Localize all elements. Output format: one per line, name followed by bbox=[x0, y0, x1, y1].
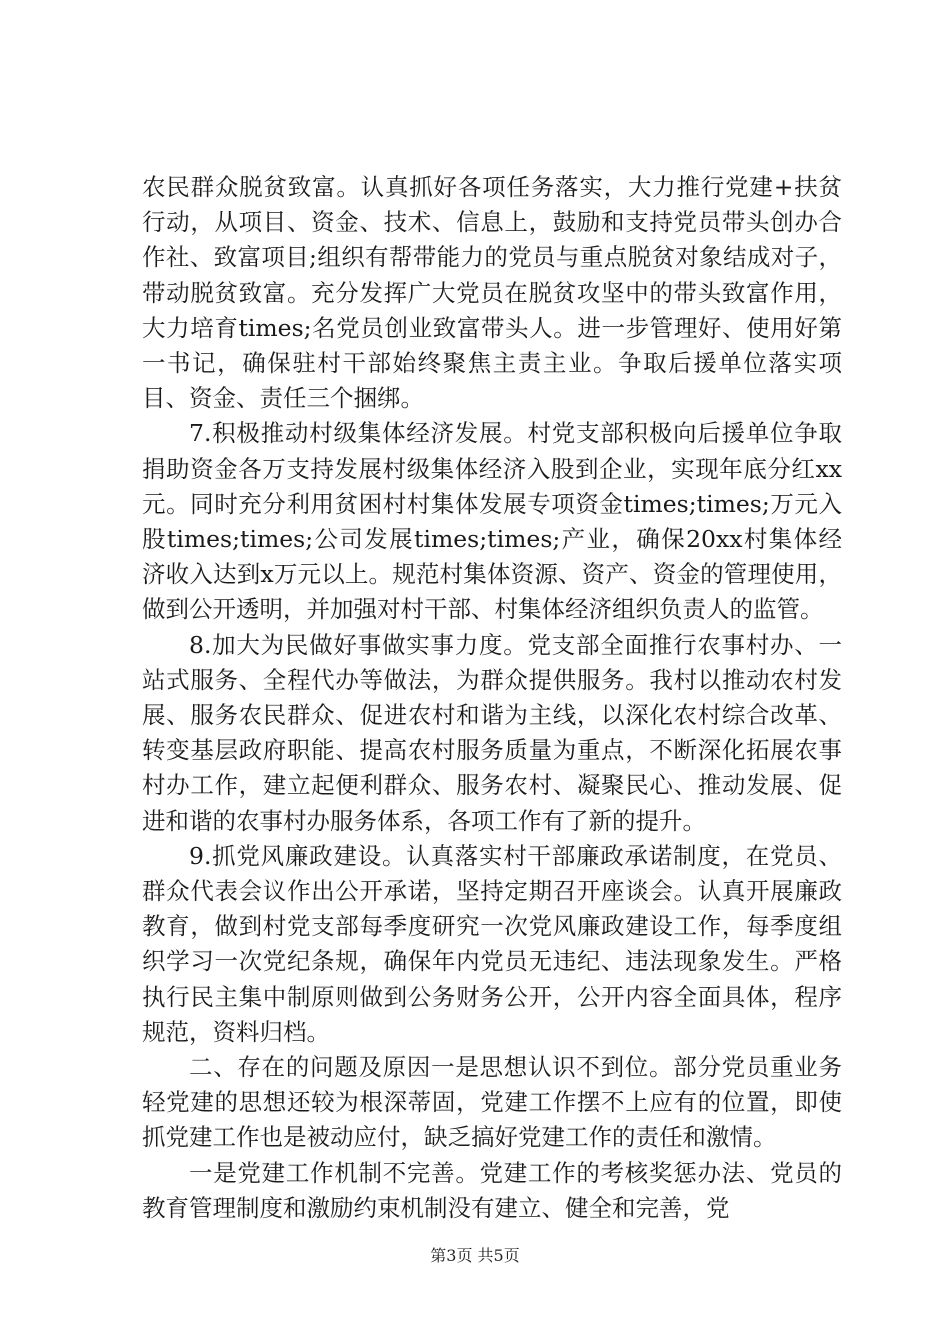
document-body bbox=[142, 170, 842, 1226]
paragraph-continuation: 农民群众脱贫致富。认真抓好各项任务落实，大力推行党建+扶贫行动，从项目、资金、技术、信息上，鼓励和支持党员带头创办合作社、致富项目;组织有帮带能力的党员与重点脱贫对象结成对子，带动脱贫致富。充分发挥广大党员在脱贫攻坚中的带头致富作用，大力培育times;名党员创业致富带头人。进一步管理好、使用好第一书记，确保驻村干部始终聚焦主责主业。争取后援单位落实项目、资金、责任三个捆绑。 bbox=[142, 173, 842, 413]
paragraph-section-two: 二、存在的问题及原因一是思想认识不到位。部分党员重业务轻党建的思想还较为根深蒂固，党建工作摆不上应有的位置，即使抓党建工作也是被动应付，缺乏搞好党建工作的责任和激情。 bbox=[142, 1053, 842, 1152]
paragraph-issue-one: 一是党建工作机制不完善。党建工作的考核奖惩办法、党员的教育管理制度和激励约束机制没有建立、健全和完善，党 bbox=[142, 1158, 842, 1222]
paragraph-item-9: 9.抓党风廉政建设。认真落实村干部廉政承诺制度，在党员、群众代表会议作出公开承诺，坚持定期召开座谈会。认真开展廉政教育，做到村党支部每季度研究一次党风廉政建设工作，每季度组织学习一次党纪条规，确保年内党员无违纪、违法现象发生。严格执行民主集中制原则做到公务财务公开，公开内容全面具体，程序规范，资料归档。 bbox=[142, 841, 842, 1046]
paragraph-item-8: 8.加大为民做好事做实事力度。党支部全面推行农事村办、一站式服务、全程代办等做法，为群众提供服务。我村以推动农村发展、服务农民群众、促进农村和谐为主线，以深化农村综合改革、转变基层政府职能、提高农村服务质量为重点，不断深化拓展农事村办工作，建立起便利群众、服务农村、凝聚民心、推动发展、促进和谐的农事村办服务体系，各项工作有了新的提升。 bbox=[142, 630, 842, 835]
page-footer: 第3页 共5页 bbox=[430, 1246, 520, 1265]
paragraph-item-7: 7.积极推动村级集体经济发展。村党支部积极向后援单位争取捐助资金各万支持发展村级集体经济入股到企业，实现年底分红xx元。同时充分利用贫困村村集体发展专项资金times;times;万元入股times;times;公司发展times;times;产业，确保20xx村集体经济收入达到x万元以上。规范村集体资源、资产、资金的管理使用，做到公开透明，并加强对村干部、村集体经济组织负责人的监管。 bbox=[142, 419, 842, 624]
